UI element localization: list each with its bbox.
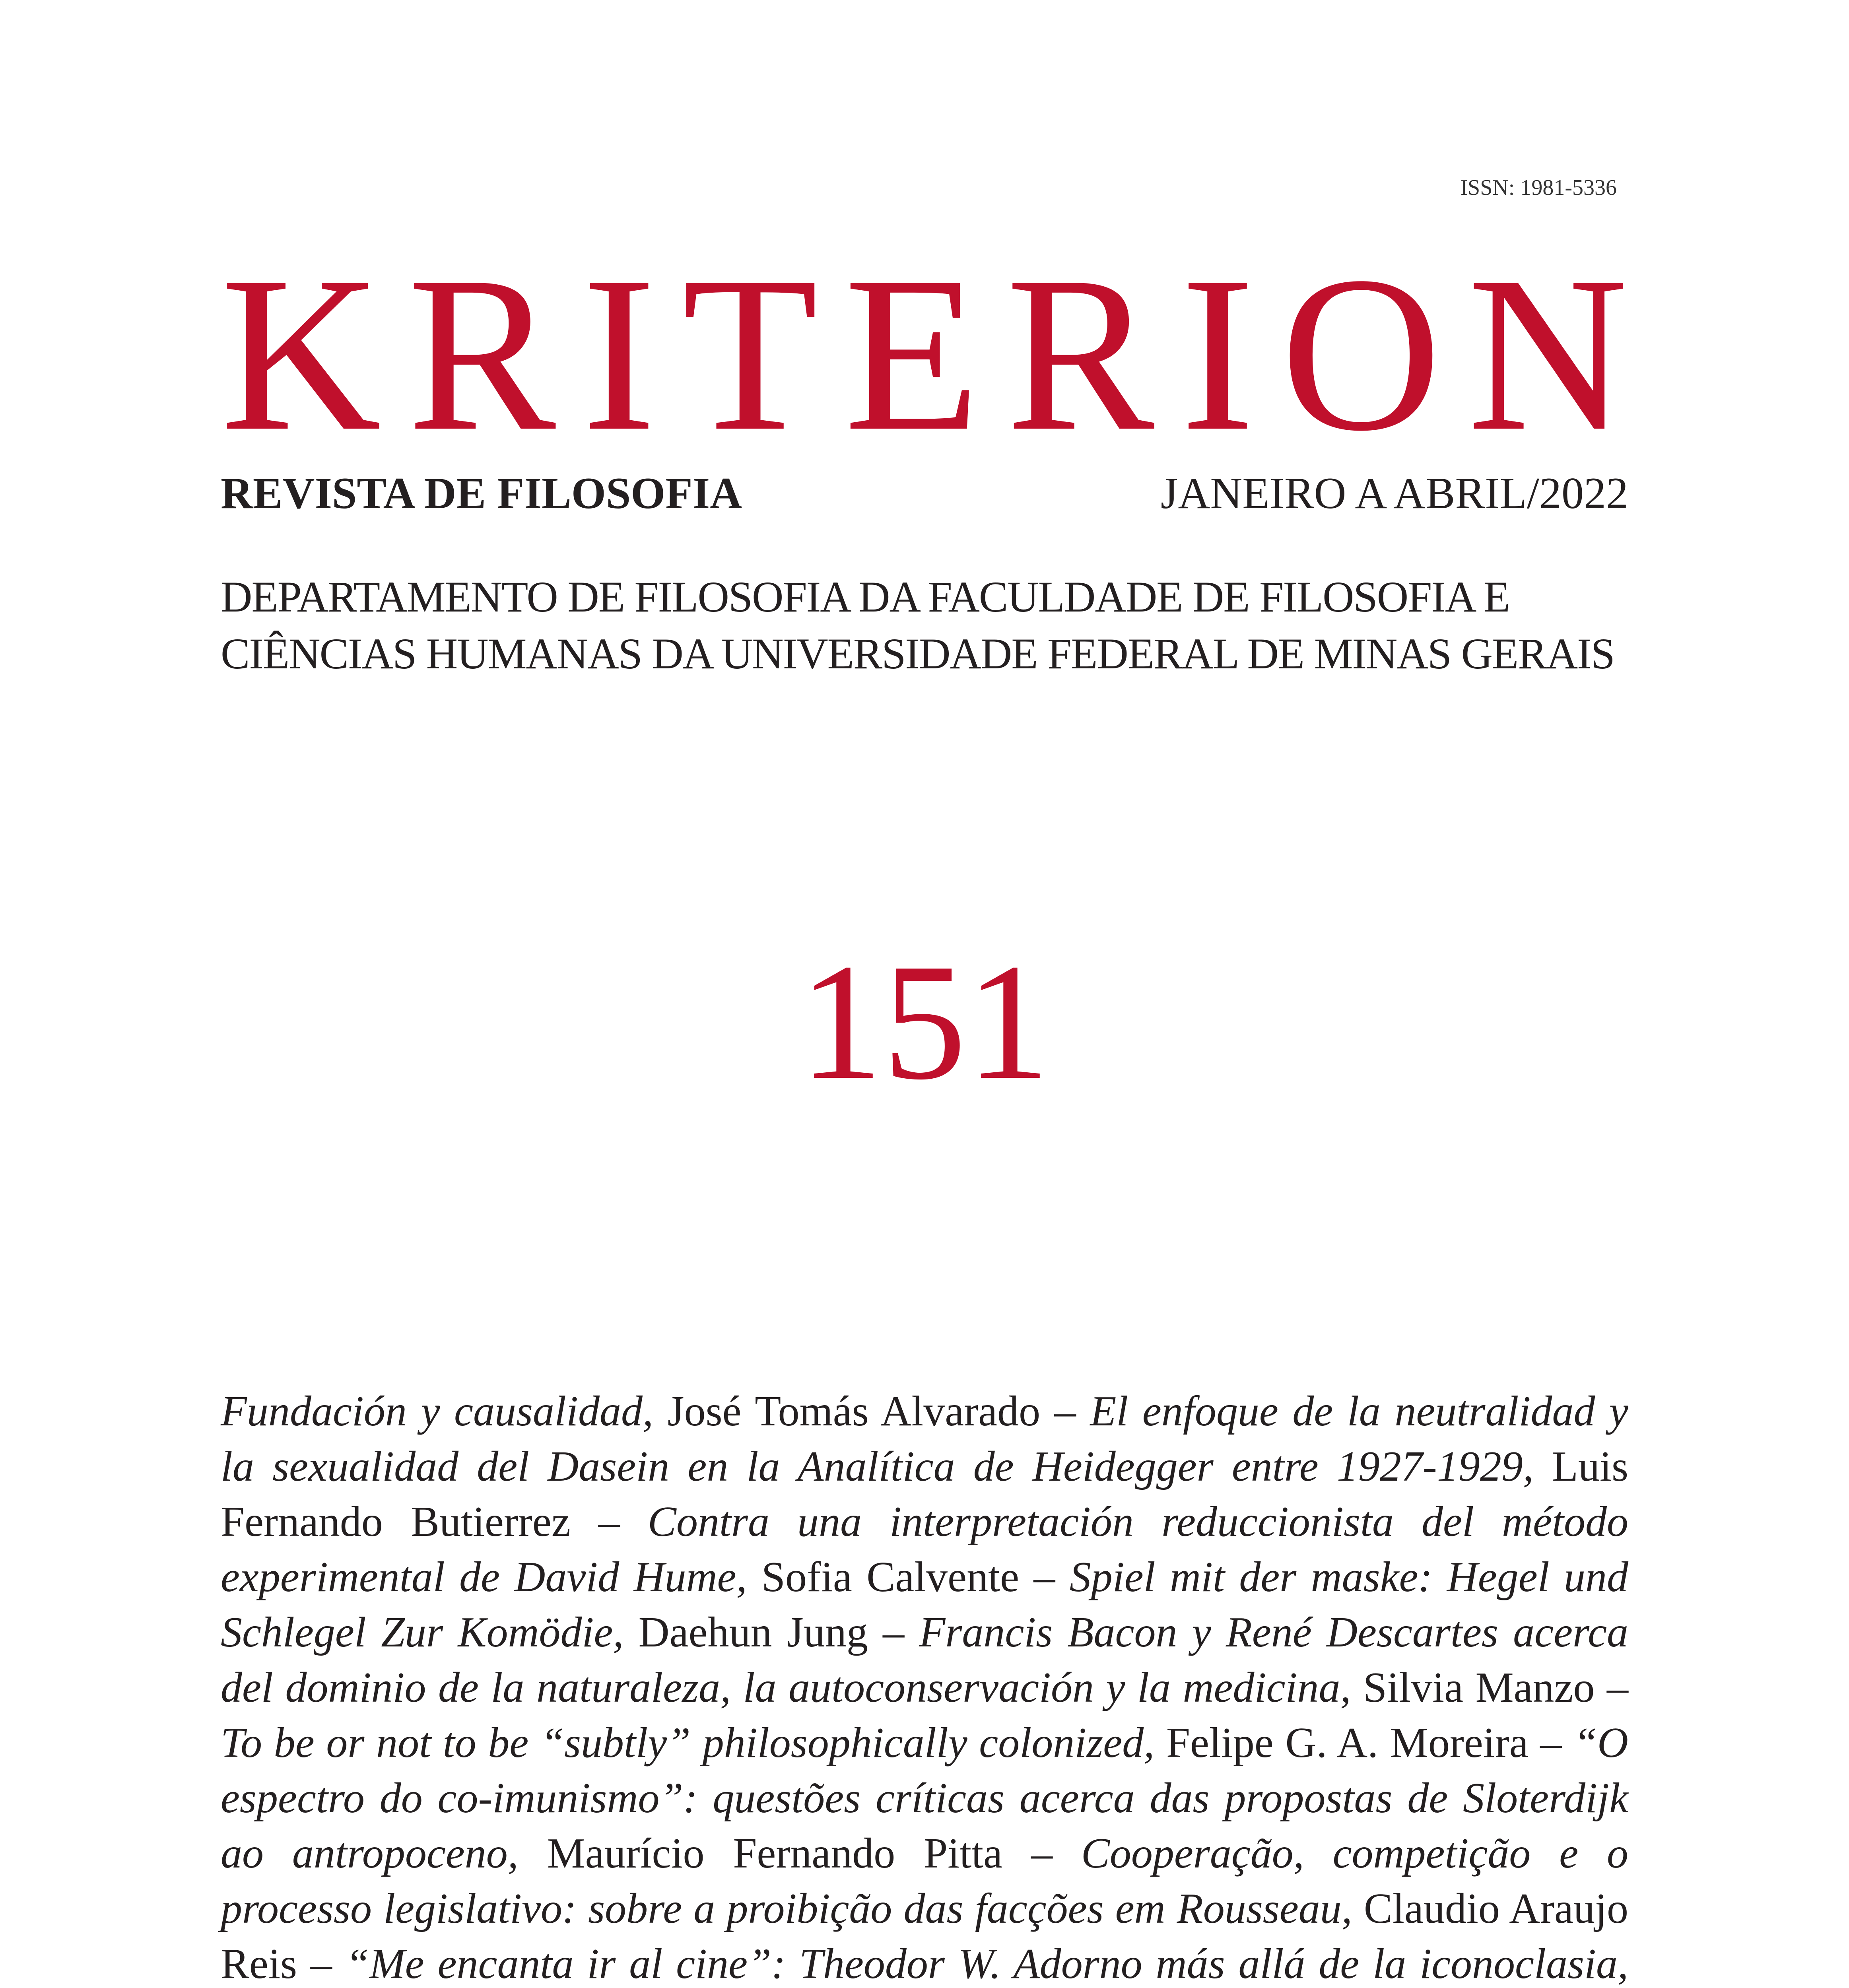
journal-subtitle: REVISTA DE FILOSOFIA [221,469,742,518]
issn-label: ISSN: 1981-5336 [1460,175,1617,200]
article-title: Francis Bacon y René Descartes acerca del dominio de la naturaleza, la autoconservación y la medicina, [221,1609,1628,1711]
title-letter: I [582,231,656,477]
issue-number: 151 [799,929,1050,1114]
issue-period: JANEIRO A ABRIL/2022 [1160,469,1628,518]
journal-title [221,231,1628,477]
article-separator: – [570,1498,648,1545]
title-letter: K [221,231,382,477]
article-title: “Me encanta ir al cine”: Theodor W. Adorno más allá de la iconoclasia, [345,1940,1629,1988]
article-title: Fundación y causalidad, [221,1388,654,1435]
article-separator: – [1019,1553,1070,1601]
article-title: Contra una interpretación reduccionista del método experimental de David Hume, [221,1498,1629,1601]
article-separator: – [1528,1719,1573,1767]
title-letter: O [1280,231,1442,477]
title-letter: R [1006,231,1155,477]
title-letter: E [844,231,980,477]
article-author: Daehun Jung [638,1609,868,1656]
article-author: Silvia Manzo [1363,1664,1595,1711]
table-of-contents [221,1384,1628,1988]
article-separator: – [1002,1830,1081,1877]
article-title: El enfoque de la neutralidad y la sexualidad del Dasein en la Analítica de Heidegger entre 1927-1929, [221,1388,1628,1490]
article-author: Luis Fernando Butierrez [221,1443,1628,1545]
article-author: Claudio Araujo Reis [221,1885,1628,1988]
article-entry [221,1719,1529,1767]
article-title: Spiel mit der maske: Hegel und Schlegel Zur Komödie, [221,1553,1628,1656]
article-author: José Tomás Alvarado [667,1388,1041,1435]
article-author: Felipe G. A. Moreira [1166,1719,1529,1767]
article-separator: – [868,1609,919,1656]
article-entry [221,1388,1040,1435]
department-line: DEPARTAMENTO DE FILOSOFIA DA FACULDADE DE FILOSOFIA E [221,573,1509,621]
title-letter: R [407,231,556,477]
article-author: Maurício Fernando Pitta [547,1830,1003,1877]
article-title: “O espectro do co-imunismo”: questões críticas acerca das propostas de Sloterdijk ao antropoceno, [221,1719,1629,1877]
title-letter: N [1467,231,1628,477]
article-entry [221,1940,1628,1988]
department-block [221,569,1628,682]
article-separator: – [1040,1388,1090,1435]
title-letter: I [1180,231,1255,477]
article-separator: – [1595,1664,1629,1711]
title-letter: T [682,231,818,477]
article-separator: – [297,1940,346,1988]
article-author: Sofia Calvente [761,1553,1020,1601]
department-line: CIÊNCIAS HUMANAS DA UNIVERSIDADE FEDERAL DE MINAS GERAIS [221,629,1614,678]
article-title: Cooperação, competição e o processo legislativo: sobre a proibição das facções em Rousseau, [221,1830,1629,1932]
subtitle-row [221,469,1628,518]
article-title: To be or not to be “subtly” philosophically colonized, [221,1719,1155,1767]
